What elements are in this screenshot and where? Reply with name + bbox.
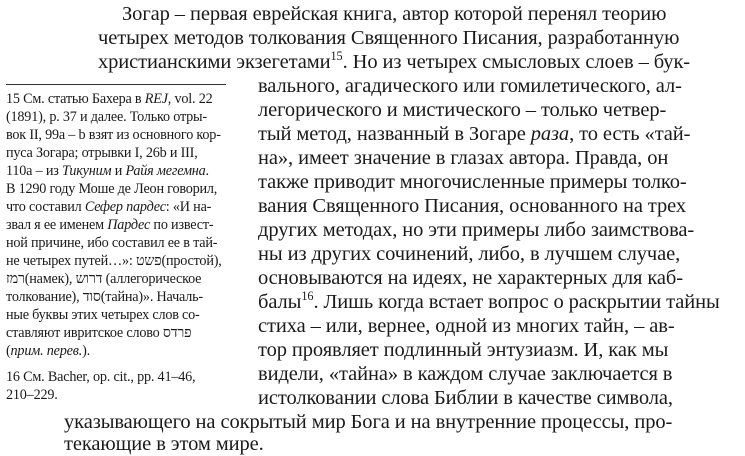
main-line-8: также приводит многочисленные примеры толко- <box>258 171 687 193</box>
footnote-line-15-b: ). <box>82 343 90 359</box>
footnote-line-7 <box>6 198 211 216</box>
footnote-line-14: ставляют ивритское слово פרדס <box>6 325 192 341</box>
title-raya-megemna: Райя мегемна <box>125 163 206 179</box>
footnote-line-17: 210–229. <box>6 387 58 403</box>
footnote-line-1-a: 15 См. статью Бахера в <box>6 91 145 107</box>
footnote-ref-16: 16 <box>301 289 314 304</box>
main-line-4: вального, агадического или гомилетического, ал- <box>258 75 682 97</box>
footnote-ref-15: 15 <box>330 49 343 64</box>
title-sefer-pardes: Сефер пардес <box>84 199 166 215</box>
main-line-1: Зогар – первая еврейская книга, автор которой перенял теорию <box>122 3 667 25</box>
footnote-line-4: пуса Зогара; отрывки I, 26b и III, <box>6 145 198 161</box>
footnote-line-15 <box>6 342 90 360</box>
main-line-13 <box>258 290 720 314</box>
main-line-3-b: . Но из четырех смысловых слоев – бук- <box>342 51 691 73</box>
main-line-18: указывающего на сокрытый мир Бога и на внутренние процессы, про- <box>64 411 673 433</box>
main-line-10: других методах, но эти примеры либо заимствова- <box>258 219 695 241</box>
main-line-13-b: . Лишь когда встает вопрос о раскрытии тайны <box>313 291 720 313</box>
main-line-7: на», имеет значение в глазах автора. Правда, он <box>258 147 669 169</box>
footnote-line-5-c: . <box>205 163 209 179</box>
footnote-line-2: (1891), p. 37 и далее. Только отры- <box>6 109 207 125</box>
footnote-line-9: ной причине, ибо составил ее в тай- <box>6 235 218 251</box>
footnote-line-11: רמז(намек), דרוש (аллегорическое <box>6 271 202 287</box>
translator-note: прим. перев. <box>10 343 83 359</box>
footnote-line-5-a: 110a – из <box>6 163 62 179</box>
footnote-line-10: не четырех путей…»: פשט(простой), <box>6 253 222 269</box>
term-raza: раза <box>530 123 570 145</box>
main-line-13-a: балы <box>258 291 302 313</box>
main-line-2: четырех методов толкования Священного Писания, разработанную <box>98 27 680 49</box>
main-line-16: видели, «тайна» в каждом случае заключается в <box>258 363 673 385</box>
footnote-divider <box>6 84 226 85</box>
main-line-6-a: тый метод, названный в Зогаре <box>258 123 531 145</box>
main-line-6 <box>258 122 690 146</box>
main-line-12: основываются на идеях, не характерных для каб- <box>258 267 683 289</box>
main-line-5: легорического и мистического – только четвер- <box>258 99 667 121</box>
footnote-line-1 <box>6 90 213 108</box>
footnote-line-15-a: ( <box>6 343 11 359</box>
footnote-line-6: В 1290 году Моше де Леон говорил, <box>6 181 218 197</box>
footnote-line-5 <box>6 162 209 180</box>
main-line-14: стиха – или, вернее, одной из многих тайн, – ав- <box>258 315 675 337</box>
footnote-line-8-b: по извест- <box>150 217 214 233</box>
main-line-6-b: , то есть «тай- <box>569 123 691 145</box>
footnote-line-8-a: звал я ее именем <box>6 217 108 233</box>
footnote-line-12: толкование), סוד(тайна)». Началь- <box>6 289 203 305</box>
footnote-line-1-b: , vol. 22 <box>167 91 213 107</box>
term-pardes: Пардес <box>107 217 151 233</box>
main-line-9: вания Священного Писания, основанного на трех <box>258 195 686 217</box>
footnote-line-5-b: и <box>111 163 126 179</box>
title-tikunim: Тикуним <box>61 163 112 179</box>
main-line-19: текающие в этом мире. <box>64 433 264 455</box>
main-line-11: ны из других сочинений, либо, в лучшем случае, <box>258 243 681 265</box>
journal-rej: REJ <box>144 91 168 107</box>
main-line-3-a: христианскими экзегетами <box>98 51 331 73</box>
footnote-line-7-b: : «И на- <box>165 199 212 215</box>
footnote-line-7-a: что составил <box>6 199 85 215</box>
main-line-3 <box>98 50 690 74</box>
main-line-17: истолковании слова Библии в качестве символа, <box>258 387 673 409</box>
footnote-line-3: вок II, 99а – b взят из основного кор- <box>6 127 221 143</box>
main-line-15: тор проявляет подлинный энтузиазм. И, как мы <box>258 339 669 361</box>
footnote-line-16: 16 См. Bacher, op. cit., pp. 41–46, <box>6 369 196 385</box>
footnote-line-13: ные буквы этих четырех слов со- <box>6 307 200 323</box>
footnote-line-8 <box>6 216 213 234</box>
